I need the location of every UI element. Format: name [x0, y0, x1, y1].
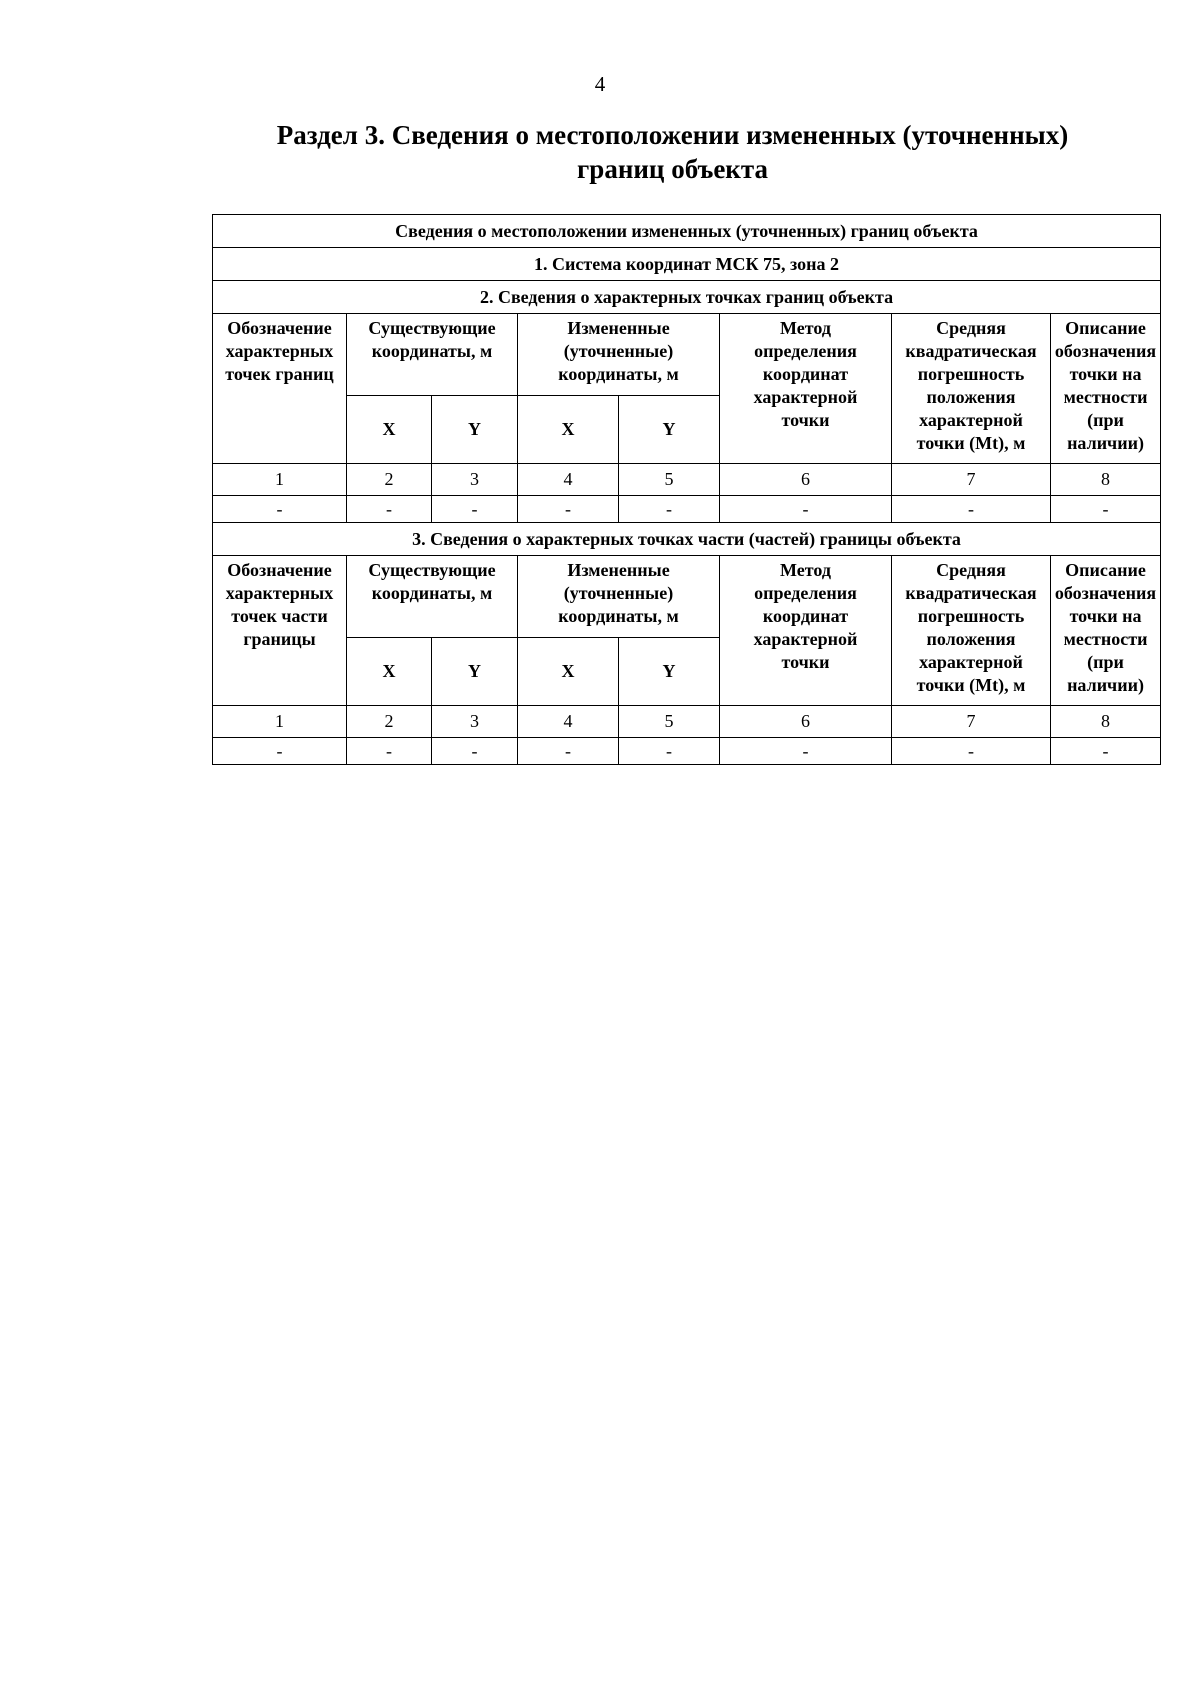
section-title-line: границ объекта: [577, 154, 768, 184]
header-line: координаты, м: [558, 364, 679, 384]
column-number: 4: [518, 464, 619, 496]
header-line: характерных: [225, 341, 334, 361]
section-title-line: Раздел 3. Сведения о местоположении измененных (уточненных): [276, 120, 1069, 150]
existing-coordinates-header: [347, 556, 518, 638]
header-line: точки на: [1069, 364, 1142, 384]
method-header: [720, 314, 892, 464]
table-cell: -: [432, 496, 518, 523]
header-line: координаты, м: [371, 341, 493, 361]
header-line: точек части: [231, 606, 328, 626]
header-line: Описание: [1065, 318, 1146, 338]
header-line: точки: [781, 652, 830, 672]
header-line: точек границ: [225, 364, 334, 384]
header-line: положения: [926, 629, 1016, 649]
header-line: Описание: [1065, 560, 1146, 580]
table-cell: -: [347, 738, 432, 765]
header-line: квадратическая: [905, 341, 1037, 361]
column-number: 3: [432, 464, 518, 496]
changed-coordinates-header: [518, 314, 720, 396]
header-line: (при: [1087, 410, 1124, 430]
header-line: погрешность: [917, 364, 1025, 384]
boundary-coordinates-table: [212, 214, 1161, 765]
header-line: точки (Mt), м: [916, 675, 1026, 695]
header-line: (уточненные): [563, 583, 674, 603]
header-line: местности: [1063, 629, 1148, 649]
header-line: характерных: [225, 583, 334, 603]
header-line: Измененные: [567, 560, 670, 580]
coordinate-system-row: [213, 248, 1161, 281]
column-number: 3: [432, 706, 518, 738]
header-line: характерной: [753, 387, 858, 407]
table-cell: -: [1051, 738, 1161, 765]
header-line: квадратическая: [905, 583, 1037, 603]
table-cell: -: [619, 496, 720, 523]
section-title: [200, 118, 1145, 186]
axis-x-header: X: [518, 396, 619, 464]
mean-error-header: [892, 556, 1051, 706]
header-line: Измененные: [567, 318, 670, 338]
table-cell: -: [720, 496, 892, 523]
column-number: 6: [720, 464, 892, 496]
header-line: определения: [754, 341, 857, 361]
point-designation-header: [213, 556, 347, 706]
axis-x-header: X: [347, 396, 432, 464]
header-line: наличии): [1067, 433, 1144, 453]
table-cell: -: [213, 738, 347, 765]
table-cell: -: [892, 496, 1051, 523]
axis-y-header: Y: [432, 396, 518, 464]
existing-coordinates-header: [347, 314, 518, 396]
table-cell: -: [213, 496, 347, 523]
column-number: 2: [347, 706, 432, 738]
column-number: 5: [619, 464, 720, 496]
header-line: Существующие: [368, 560, 496, 580]
part2-title: 2. Сведения о характерных точках границ объекта: [213, 281, 1161, 314]
column-number: 1: [213, 706, 347, 738]
table-cell: -: [892, 738, 1051, 765]
header-line: точки (Mt), м: [916, 433, 1026, 453]
part3-title-row: [213, 523, 1161, 556]
column-number: 7: [892, 706, 1051, 738]
table-cell: -: [347, 496, 432, 523]
header-line: характерной: [919, 410, 1023, 430]
header-line: точки на: [1069, 606, 1142, 626]
changed-coordinates-header: [518, 556, 720, 638]
method-header: [720, 556, 892, 706]
header-line: границы: [243, 629, 316, 649]
header-line: Средняя: [936, 318, 1006, 338]
column-number: 4: [518, 706, 619, 738]
header-line: характерной: [919, 652, 1023, 672]
table-cell: -: [432, 738, 518, 765]
header-line: точки: [781, 410, 830, 430]
column-number: 8: [1051, 706, 1161, 738]
part2-title-row: [213, 281, 1161, 314]
header-line: координаты, м: [558, 606, 679, 626]
axis-x-header: X: [347, 638, 432, 706]
header-line: (уточненные): [563, 341, 674, 361]
column-number: 2: [347, 464, 432, 496]
header-line: (при: [1087, 652, 1124, 672]
header-line: координат: [762, 364, 849, 384]
axis-y-header: Y: [619, 396, 720, 464]
table-cell: -: [619, 738, 720, 765]
column-number: 8: [1051, 464, 1161, 496]
coordinate-system: 1. Система координат МСК 75, зона 2: [213, 248, 1161, 281]
header-line: погрешность: [917, 606, 1025, 626]
part3-number-row: [213, 706, 1161, 738]
header-line: обозначения: [1054, 583, 1157, 603]
part3-header-row: [213, 556, 1161, 638]
column-number: 5: [619, 706, 720, 738]
page-number: 4: [594, 72, 606, 96]
header-line: Обозначение: [227, 560, 332, 580]
table-cell: -: [720, 738, 892, 765]
description-header: [1051, 556, 1161, 706]
header-line: определения: [754, 583, 857, 603]
part2-number-row: [213, 464, 1161, 496]
part2-header-row: [213, 314, 1161, 396]
header-line: наличии): [1067, 675, 1144, 695]
point-designation-header: [213, 314, 347, 464]
header-line: положения: [926, 387, 1016, 407]
header-line: Существующие: [368, 318, 496, 338]
column-number: 7: [892, 464, 1051, 496]
column-number: 1: [213, 464, 347, 496]
description-header: [1051, 314, 1161, 464]
axis-x-header: X: [518, 638, 619, 706]
header-line: обозначения: [1054, 341, 1157, 361]
axis-y-header: Y: [619, 638, 720, 706]
header-line: Средняя: [936, 560, 1006, 580]
header-line: координат: [762, 606, 849, 626]
table-caption: Сведения о местоположении измененных (уточненных) границ объекта: [213, 215, 1161, 248]
part3-title: 3. Сведения о характерных точках части (частей) границы объекта: [213, 523, 1161, 556]
header-line: местности: [1063, 387, 1148, 407]
table-caption-row: [213, 215, 1161, 248]
header-line: Обозначение: [227, 318, 332, 338]
table-cell: -: [518, 738, 619, 765]
mean-error-header: [892, 314, 1051, 464]
axis-y-header: Y: [432, 638, 518, 706]
header-line: Метод: [780, 560, 831, 580]
table-cell: -: [1051, 496, 1161, 523]
table-cell: -: [518, 496, 619, 523]
header-line: Метод: [780, 318, 831, 338]
column-number: 6: [720, 706, 892, 738]
header-line: характерной: [753, 629, 858, 649]
part2-data-row: [213, 496, 1161, 523]
part3-data-row: [213, 738, 1161, 765]
header-line: координаты, м: [371, 583, 493, 603]
